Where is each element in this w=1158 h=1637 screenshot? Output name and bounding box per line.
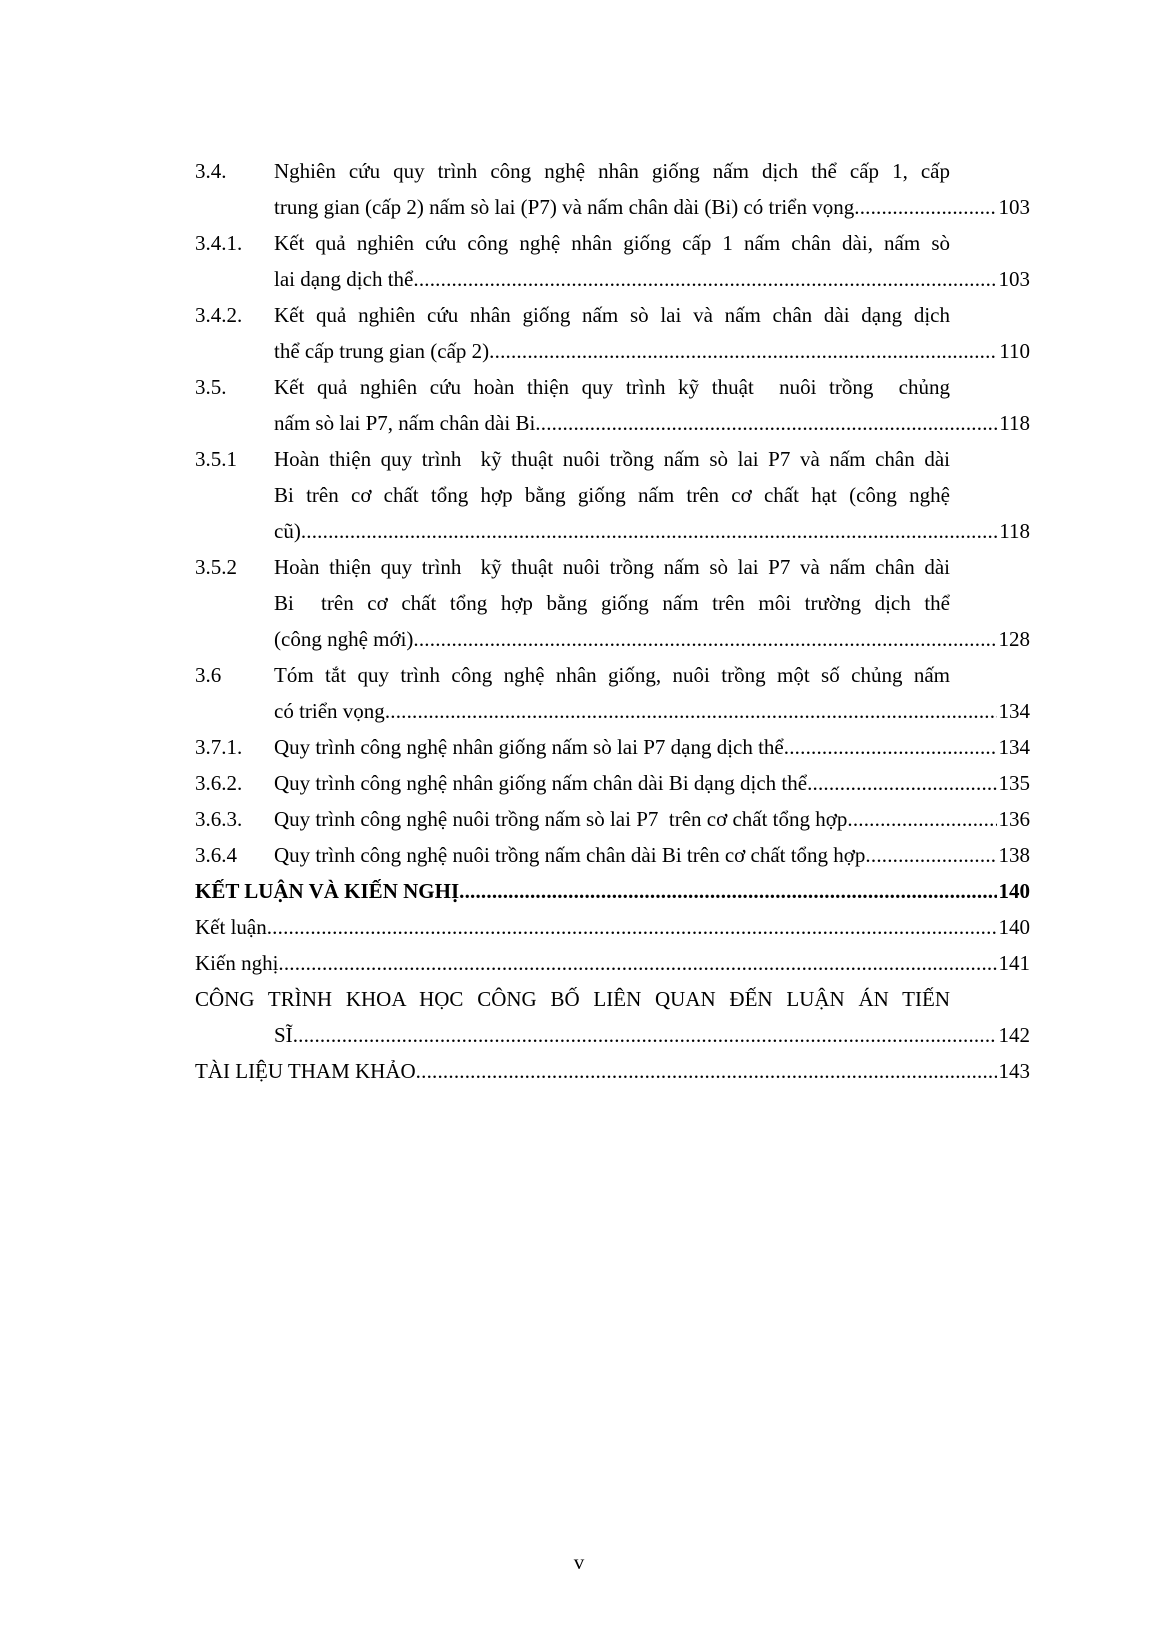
toc-entry-last-line — [274, 842, 1030, 868]
toc-entry-title: Hoàn thiện quy trình kỹ thuật nuôi trồng nấm sò lai P7 và nấm chân dài — [274, 447, 950, 471]
page-number: v — [573, 1550, 585, 1574]
toc-entry-title: lai dạng dịch thể — [274, 267, 414, 291]
dot-leader — [784, 734, 997, 760]
toc-section-title: TÀI LIỆU THAM KHẢO — [195, 1059, 416, 1083]
toc-entry-last-line — [274, 734, 1030, 760]
toc-section-title: SĨ — [274, 1023, 293, 1047]
dot-leader — [413, 626, 996, 652]
toc-entry-page: 138 — [998, 843, 1030, 867]
toc-entry-title: trung gian (cấp 2) nấm sò lai (P7) và nấm chân dài (Bi) có triển vọng — [274, 195, 855, 219]
toc-section-line — [195, 950, 1030, 976]
toc-entry-last-line — [274, 518, 1030, 544]
toc-entry-number: 3.5.2 — [195, 555, 237, 579]
toc-entry — [195, 374, 1030, 436]
toc-entry-last-line — [274, 626, 1030, 652]
toc-entry-page: 128 — [998, 627, 1030, 651]
toc-entry-title: Quy trình công nghệ nhân giống nấm chân dài Bi dạng dịch thể — [274, 771, 808, 795]
toc-entry-title: Kết quả nghiên cứu công nghệ nhân giống cấp 1 nấm chân dài, nấm sò — [274, 231, 950, 255]
toc-entry-title: cũ) — [274, 519, 301, 543]
toc-entry-number: 3.5.1 — [195, 447, 237, 471]
toc-entry — [195, 158, 1030, 220]
toc-entry — [195, 734, 1030, 760]
toc-entry-title: Nghiên cứu quy trình công nghệ nhân giống nấm dịch thể cấp 1, cấp — [274, 159, 950, 183]
dot-leader — [459, 878, 996, 904]
toc-section-line — [195, 914, 1030, 940]
toc-section-last-line — [274, 1022, 1030, 1048]
toc-section-page: 140 — [998, 915, 1030, 939]
dot-leader — [301, 518, 997, 544]
toc-entry-last-line — [274, 770, 1030, 796]
toc-entry-title: Bi trên cơ chất tổng hợp bằng giống nấm trên cơ chất hạt (công nghệ — [274, 483, 950, 507]
toc-entry-last-line — [274, 338, 1030, 364]
dot-leader — [278, 950, 996, 976]
dot-leader — [489, 338, 997, 364]
toc-section-page: 143 — [998, 1059, 1030, 1083]
toc-entry-title: thể cấp trung gian (cấp 2) — [274, 339, 490, 363]
toc-section-title: Kiến nghị — [195, 951, 279, 975]
toc-entry — [195, 302, 1030, 364]
toc-section-page: 140 — [998, 879, 1030, 903]
toc-entry-title: Hoàn thiện quy trình kỹ thuật nuôi trồng nấm sò lai P7 và nấm chân dài — [274, 555, 950, 579]
toc-section-title: KẾT LUẬN VÀ KIẾN NGHỊ — [195, 879, 460, 903]
toc-section-line — [195, 1058, 1030, 1084]
dot-leader — [807, 770, 996, 796]
toc-entry-number: 3.6 — [195, 663, 222, 687]
toc-entry-page: 135 — [998, 771, 1030, 795]
toc-entry-title: Kết quả nghiên cứu nhân giống nấm sò lai và nấm chân dài dạng dịch — [274, 303, 950, 327]
dot-leader — [267, 914, 997, 940]
toc-section-ket-luan — [195, 914, 1030, 940]
toc-entry-page: 103 — [998, 195, 1030, 219]
toc-entry-title: có triển vọng — [274, 699, 385, 723]
toc-entry-title: Quy trình công nghệ nhân giống nấm sò lai P7 dạng dịch thể — [274, 735, 784, 759]
dot-leader — [413, 266, 996, 292]
toc-entry — [195, 770, 1030, 796]
toc-entry-title: Quy trình công nghệ nuôi trồng nấm sò lai P7 trên cơ chất tổng hợp — [274, 807, 848, 831]
toc-entry-title: Kết quả nghiên cứu hoàn thiện quy trình kỹ thuật nuôi trồng chủng — [274, 375, 950, 399]
toc-section-page: 142 — [998, 1023, 1030, 1047]
toc-entry-last-line — [274, 266, 1030, 292]
toc-entry — [195, 662, 1030, 724]
toc-entry-title: (công nghệ mới) — [274, 627, 414, 651]
toc-entry-number: 3.6.4 — [195, 843, 237, 867]
toc-section-references — [195, 1058, 1030, 1084]
dot-leader — [865, 842, 996, 868]
toc-section-title: Kết luận — [195, 915, 267, 939]
toc-section-publications — [195, 986, 1030, 1048]
toc-entry-page: 103 — [998, 267, 1030, 291]
dot-leader — [385, 698, 997, 724]
toc-entry-last-line — [274, 410, 1030, 436]
toc-entry-page: 118 — [999, 519, 1030, 543]
toc-entry-title: Tóm tắt quy trình công nghệ nhân giống, nuôi trồng một số chủng nấm — [274, 663, 950, 687]
toc-entry — [195, 230, 1030, 292]
toc-entry-page: 134 — [998, 699, 1030, 723]
toc-section-conclusion — [195, 878, 1030, 904]
toc-entry-page: 136 — [998, 807, 1030, 831]
toc-entry — [195, 446, 1030, 544]
toc-entry-number: 3.5. — [195, 375, 227, 399]
toc-entry-number: 3.7.1. — [195, 735, 243, 759]
dot-leader — [535, 410, 997, 436]
toc-entry-title: Bi trên cơ chất tổng hợp bằng giống nấm trên môi trường dịch thể — [274, 591, 950, 615]
dot-leader — [293, 1022, 997, 1048]
toc-section-page: 141 — [998, 951, 1030, 975]
toc-entry-page: 110 — [999, 339, 1030, 363]
toc-entry-number: 3.4.2. — [195, 303, 243, 327]
toc-section-title: CÔNG TRÌNH KHOA HỌC CÔNG BỐ LIÊN QUAN ĐẾN LUẬN ÁN TIẾN — [195, 987, 950, 1011]
toc-entry-page: 118 — [999, 411, 1030, 435]
dot-leader — [854, 194, 996, 220]
toc-entry-last-line — [274, 698, 1030, 724]
toc-entry-number: 3.4. — [195, 159, 227, 183]
toc-entry-number: 3.4.1. — [195, 231, 243, 255]
toc-entry — [195, 554, 1030, 652]
toc-entry-page: 134 — [998, 735, 1030, 759]
dot-leader — [847, 806, 996, 832]
toc-entry-last-line — [274, 194, 1030, 220]
toc-section-line — [195, 878, 1030, 904]
toc-section-kien-nghi — [195, 950, 1030, 976]
toc-entry-last-line — [274, 806, 1030, 832]
dot-leader — [416, 1058, 997, 1084]
toc-entry-title: nấm sò lai P7, nấm chân dài Bi — [274, 411, 536, 435]
toc-entry-number: 3.6.3. — [195, 807, 243, 831]
toc-entry-title: Quy trình công nghệ nuôi trồng nấm chân dài Bi trên cơ chất tổng hợp — [274, 843, 866, 867]
toc-entry — [195, 842, 1030, 868]
toc-entry — [195, 806, 1030, 832]
toc-entry-number: 3.6.2. — [195, 771, 243, 795]
